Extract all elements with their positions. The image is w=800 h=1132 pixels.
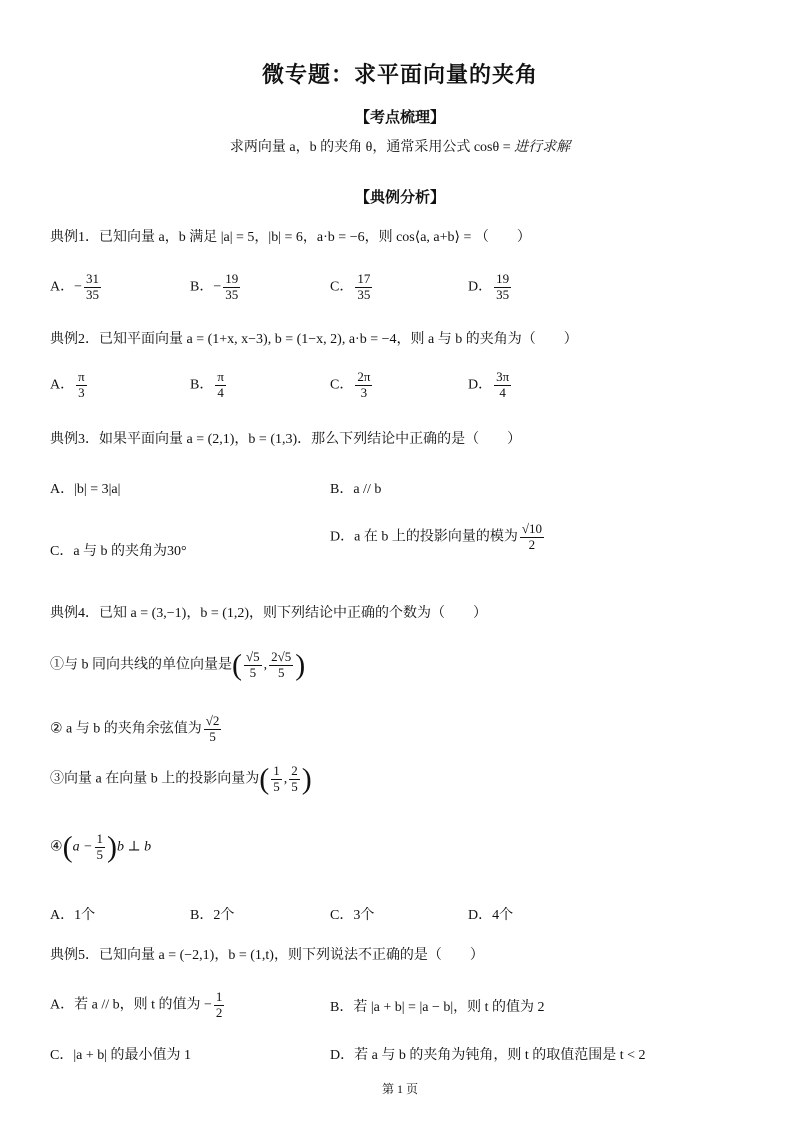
option-label: D．	[468, 279, 493, 295]
open-paren: (	[62, 830, 73, 864]
example-4-statement-2	[50, 714, 223, 745]
example-3-stem: 典例3．如果平面向量 a = (2,1)，b = (1,3)．那么下列结论中正确的是（ ）	[50, 432, 522, 447]
example-1-option-b	[190, 272, 242, 303]
example-4-statement-3: ③向量 a 在向量 b 上的投影向量为( $\frac{1}{5}$ , $\frac{2}{5}$ )	[50, 762, 312, 796]
example-4-statement-4	[50, 832, 151, 863]
example-5-option-b: B．若 |a + b| = |a − b|，则 t 的值为 2	[330, 1000, 545, 1015]
option-text: D．a 在 b 上的投影向量的模为	[330, 529, 518, 545]
statement-text: ④	[50, 839, 63, 855]
example-2-option-a	[50, 370, 89, 401]
intro-line	[0, 136, 800, 156]
numerator: 1	[215, 989, 223, 1004]
fraction	[223, 272, 240, 303]
example-2-option-b	[190, 370, 228, 401]
statement-text: ③向量 a 在向量 b 上的投影向量为	[50, 771, 260, 787]
numerator: √10	[521, 521, 542, 536]
fraction	[355, 370, 372, 401]
denominator: 5	[209, 728, 216, 744]
example-5-option-d: D．若 a 与 b 的夹角为钝角，则 t 的取值范围是 t < 2	[330, 1048, 646, 1063]
denominator: 35	[357, 286, 371, 302]
option-sign: −	[213, 279, 222, 295]
numerator: √5	[246, 649, 260, 664]
numerator: 2π	[357, 369, 371, 384]
close-paren: )	[107, 830, 118, 864]
numerator: 2√5	[271, 649, 292, 664]
option-label: D．	[468, 377, 493, 393]
statement-text: ①与 b 同向共线的单位向量是	[50, 657, 232, 673]
fraction	[289, 764, 300, 795]
example-1-stem: 典例1．已知向量 a，b 满足 |a| = 5，|b| = 6，a·b = −6，则 cos⟨a, a+b⟩ = （ ）	[50, 230, 531, 245]
numerator: √2	[205, 713, 220, 728]
option-label: A．	[50, 279, 75, 295]
denominator: 5	[249, 664, 257, 680]
example-5-stem: 典例5．已知向量 a = (−2,1)，b = (1,t)，则下列说法不正确的是（ ）	[50, 948, 484, 963]
example-4-option-a: A．1个	[50, 908, 96, 923]
option-label: B．	[190, 279, 214, 295]
example-4-option-b: B．2个	[190, 908, 235, 923]
example-1-option-d	[468, 272, 513, 303]
close-paren: )	[301, 762, 312, 796]
denominator: 5	[96, 846, 104, 862]
example-3-option-d	[330, 522, 546, 553]
numerator: 2	[291, 763, 298, 778]
example-4-stem: 典例4．已知 a = (3,−1)，b = (1,2)，则下列结论中正确的个数为（ ）	[50, 606, 488, 621]
fraction	[215, 370, 226, 401]
example-2-option-d	[468, 370, 513, 401]
option-label: C．	[330, 377, 354, 393]
fraction	[84, 272, 101, 303]
example-3-option-c: C．a 与 b 的夹角为30°	[50, 544, 187, 559]
option-text: A．若 a // b，则 t 的值为 −	[50, 997, 212, 1013]
denominator: 35	[86, 286, 100, 302]
fraction	[214, 990, 225, 1021]
fraction	[204, 714, 222, 745]
example-2-stem: 典例2．已知平面向量 a = (1+x, x−3), b = (1−x, 2), a·b = −4，则 a 与 b 的夹角为（ ）	[50, 332, 578, 347]
intro-text: 求两向量 a，b 的夹角 θ，通常采用公式 cosθ =	[229, 140, 515, 155]
example-3-option-a: A．|b| = 3|a|	[50, 482, 121, 497]
denominator: 2	[528, 536, 536, 552]
numerator: 3π	[496, 369, 510, 384]
open-paren: (	[259, 762, 270, 796]
example-1-option-c	[330, 272, 374, 303]
fraction	[494, 272, 511, 303]
fraction	[494, 370, 511, 401]
intro-italic: 进行求解	[514, 140, 571, 155]
example-2-option-c	[330, 370, 374, 401]
denominator: 35	[496, 286, 510, 302]
option-sign: −	[74, 279, 83, 295]
numerator: π	[78, 369, 85, 384]
example-1-option-a	[50, 272, 103, 303]
option-label: A．	[50, 377, 75, 393]
fraction	[76, 370, 87, 401]
numerator: π	[217, 369, 224, 384]
fraction	[271, 764, 282, 795]
fraction	[520, 522, 544, 553]
denominator: 3	[360, 384, 368, 400]
page-footer: 第 1 页	[381, 1082, 418, 1096]
example-3-option-b: B．a // b	[330, 482, 382, 497]
example-4-statement-1: ①与 b 同向共线的单位向量是( $\frac{√5}{5}$ , $\frac{2√5}{5}$ )	[50, 648, 306, 682]
fraction	[355, 272, 372, 303]
page-title: 微专题：求平面向量的夹角	[261, 63, 538, 88]
statement-text: ② a 与 b 的夹角余弦值为	[50, 721, 202, 737]
fraction	[269, 650, 293, 681]
option-label: B．	[190, 377, 214, 393]
open-paren: (	[232, 648, 242, 682]
numerator: 17	[357, 271, 371, 286]
numerator: 19	[225, 271, 239, 286]
numerator: 1	[96, 831, 104, 846]
section-heading-kaodian: 【考点梳理】	[354, 108, 445, 126]
section-heading-dianli: 【典例分析】	[354, 188, 445, 206]
denominator: 5	[277, 664, 285, 680]
denominator: 5	[291, 778, 298, 794]
example-5-option-a	[50, 990, 226, 1021]
numerator: 1	[273, 763, 280, 778]
denominator: 35	[225, 286, 239, 302]
fraction	[244, 650, 262, 681]
denominator: 2	[215, 1004, 223, 1020]
numerator: 31	[86, 271, 100, 286]
denominator: 3	[78, 384, 85, 400]
example-5-option-c: C．|a + b| 的最小值为 1	[50, 1048, 192, 1063]
numerator: 19	[496, 271, 510, 286]
math-term: b ⊥ b	[117, 839, 152, 855]
example-4-option-c: C．3个	[330, 908, 375, 923]
example-4-option-d: D．4个	[468, 908, 514, 923]
denominator: 4	[217, 384, 224, 400]
math-term: a −	[72, 839, 93, 855]
close-paren: )	[295, 648, 306, 682]
denominator: 5	[273, 778, 280, 794]
option-label: C．	[330, 279, 354, 295]
fraction	[95, 832, 106, 863]
denominator: 4	[499, 384, 506, 400]
